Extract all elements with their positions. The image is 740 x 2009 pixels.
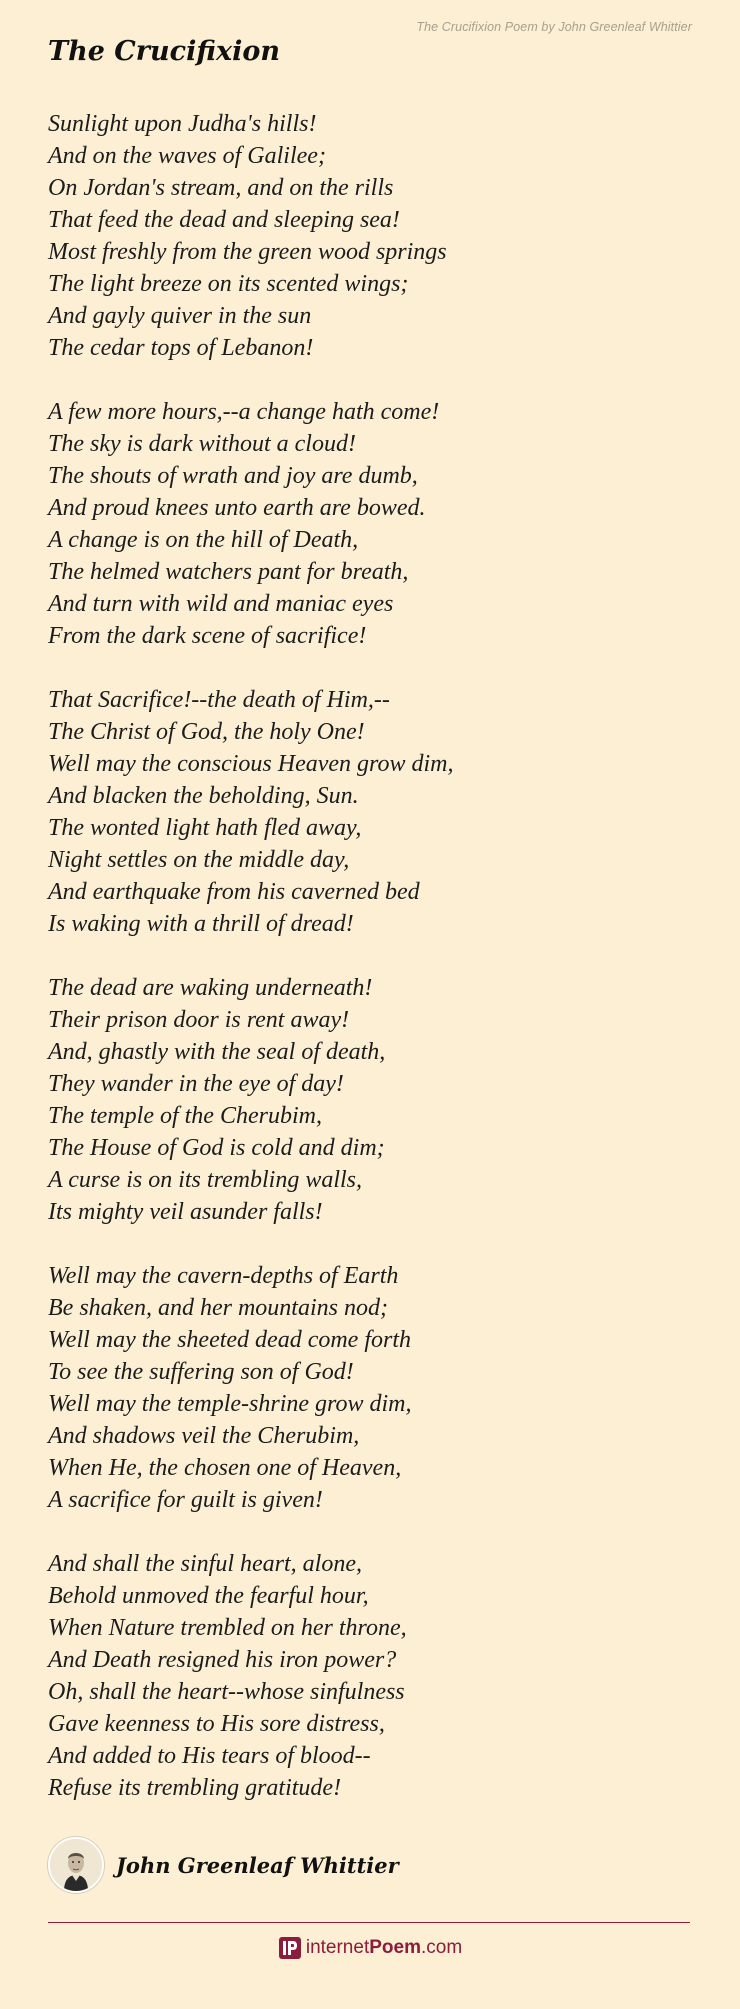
poem-line: Oh, shall the heart--whose sinfulness xyxy=(48,1679,405,1705)
poem-line: That Sacrifice!--the death of Him,-- xyxy=(48,687,390,713)
poem-line: The cedar tops of Lebanon! xyxy=(48,335,314,361)
poem-line: The helmed watchers pant for breath, xyxy=(48,559,409,585)
footer-brand-link[interactable] xyxy=(0,1936,740,1960)
poem-line: And on the waves of Galilee; xyxy=(48,143,326,169)
poem-line: From the dark scene of sacrifice! xyxy=(48,623,367,649)
poem-line: Most freshly from the green wood springs xyxy=(48,239,447,265)
poem-line: And added to His tears of blood-- xyxy=(48,1743,371,1769)
poem-line: And, ghastly with the seal of death, xyxy=(48,1039,386,1065)
poem-line: The wonted light hath fled away, xyxy=(48,815,362,841)
poem-line: Its mighty veil asunder falls! xyxy=(48,1199,323,1225)
poem-line: The shouts of wrath and joy are dumb, xyxy=(48,463,418,489)
poem-line: And turn with wild and maniac eyes xyxy=(48,591,394,617)
poem-line: Sunlight upon Judha's hills! xyxy=(48,111,317,137)
poem-line: The light breeze on its scented wings; xyxy=(48,271,409,297)
author-name-link[interactable]: John Greenleaf Whittier xyxy=(116,1852,399,1878)
poem-line: Night settles on the middle day, xyxy=(48,847,350,873)
footer-divider xyxy=(48,1922,690,1923)
poem-line: When Nature trembled on her throne, xyxy=(48,1615,407,1641)
poem-line: A few more hours,--a change hath come! xyxy=(48,399,440,425)
poem-line: Refuse its trembling gratitude! xyxy=(48,1775,342,1801)
poem-body xyxy=(48,108,688,1836)
poem-line: Behold unmoved the fearful hour, xyxy=(48,1583,369,1609)
poem-line: The dead are waking underneath! xyxy=(48,975,373,1001)
poem-line: The Christ of God, the holy One! xyxy=(48,719,365,745)
author-avatar-icon[interactable] xyxy=(48,1837,104,1893)
poem-line: A curse is on its trembling walls, xyxy=(48,1167,363,1193)
brand-text-poem: Poem xyxy=(369,1937,421,1958)
poem-line: The temple of the Cherubim, xyxy=(48,1103,322,1129)
poem-title: The Crucifixion xyxy=(48,36,280,67)
poem-line: And gayly quiver in the sun xyxy=(48,303,312,329)
poem-credit-header: The Crucifixion Poem by John Greenleaf Whittier xyxy=(416,20,692,34)
poem-line: And blacken the beholding, Sun. xyxy=(48,783,359,809)
poem-stanza xyxy=(48,684,688,940)
poem-line: Gave keenness to His sore distress, xyxy=(48,1711,385,1737)
poem-line: The House of God is cold and dim; xyxy=(48,1135,385,1161)
poem-line: And proud knees unto earth are bowed. xyxy=(48,495,426,521)
brand-text-com: .com xyxy=(420,1937,463,1958)
poem-line: And shadows veil the Cherubim, xyxy=(48,1423,360,1449)
poem-stanza xyxy=(48,1260,688,1516)
poem-stanza xyxy=(48,396,688,652)
poem-line: And earthquake from his caverned bed xyxy=(48,879,420,905)
poem-line: A sacrifice for guilt is given! xyxy=(48,1487,323,1513)
author-block[interactable] xyxy=(48,1837,399,1893)
poem-line: Well may the cavern-depths of Earth xyxy=(48,1263,399,1289)
ip-logo-icon xyxy=(278,1936,302,1960)
poem-line: Be shaken, and her mountains nod; xyxy=(48,1295,388,1321)
poem-line: Well may the conscious Heaven grow dim, xyxy=(48,751,454,777)
poem-stanza xyxy=(48,108,688,364)
poem-line: To see the suffering son of God! xyxy=(48,1359,354,1385)
poem-line: The sky is dark without a cloud! xyxy=(48,431,356,457)
poem-line: And shall the sinful heart, alone, xyxy=(48,1551,362,1577)
poem-stanza xyxy=(48,1548,688,1804)
poem-line: Is waking with a thrill of dread! xyxy=(48,911,354,937)
poem-stanza xyxy=(48,972,688,1228)
poem-line: Their prison door is rent away! xyxy=(48,1007,350,1033)
poem-line: And Death resigned his iron power? xyxy=(48,1647,397,1673)
poem-line: On Jordan's stream, and on the rills xyxy=(48,175,394,201)
poem-line: Well may the temple-shrine grow dim, xyxy=(48,1391,412,1417)
poem-line: That feed the dead and sleeping sea! xyxy=(48,207,400,233)
poem-line: A change is on the hill of Death, xyxy=(48,527,359,553)
poem-line: When He, the chosen one of Heaven, xyxy=(48,1455,402,1481)
brand-text-internet: internet xyxy=(305,1937,370,1958)
poem-line: Well may the sheeted dead come forth xyxy=(48,1327,412,1353)
poem-line: They wander in the eye of day! xyxy=(48,1071,344,1097)
